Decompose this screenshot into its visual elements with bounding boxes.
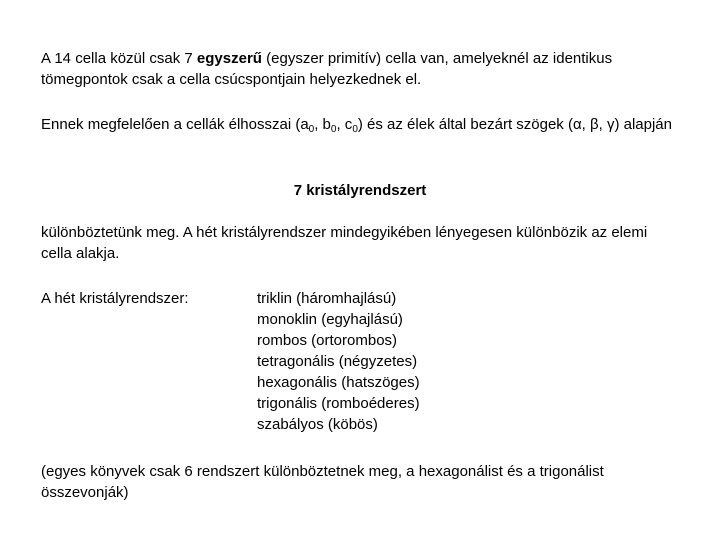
note-paragraph: (egyes könyvek csak 6 rendszert különböztetnek meg, a hexagonálist és a trigonálist összevonják)	[41, 463, 604, 501]
list-item: monoklin (egyhajlású)	[257, 311, 403, 328]
basis-sep-2: , c	[336, 116, 353, 133]
intro-paragraph	[41, 48, 681, 90]
basis-sep-1: , b	[314, 116, 331, 133]
list-item: trigonális (romboéderes)	[257, 395, 420, 412]
list-item: hexagonális (hatszöges)	[257, 374, 420, 391]
subscript-b: 0	[330, 124, 337, 135]
intro-bold-term: egyszerű	[196, 50, 262, 67]
list-item: tetragonális (négyzetes)	[257, 353, 418, 370]
intro-text-end: (egyszer primitív) cella van, amelyeknél az identikus tömegpontok csak a cella csúcspontjain helyezkednek el.	[41, 50, 613, 88]
list-item: rombos (ortorombos)	[257, 332, 398, 349]
basis-text-start: Ennek megfelelően a cellák élhosszai (a	[41, 116, 309, 133]
systems-label: A hét kristályrendszer:	[41, 290, 189, 307]
list-item: triklin (háromhajlású)	[257, 290, 397, 307]
crystal-systems-list	[257, 288, 420, 435]
distinguish-paragraph: különböztetünk meg. A hét kristályrendszer mindegyikében lényegesen különbözik az elemi cella alakja.	[41, 224, 648, 262]
subscript-a: 0	[308, 124, 315, 135]
subscript-c: 0	[352, 124, 358, 135]
section-heading: 7 kristályrendszert	[293, 182, 427, 199]
basis-paragraph	[41, 114, 681, 135]
list-item: szabályos (köbös)	[257, 416, 378, 433]
basis-text-end: ) és az élek által bezárt szögek (α, β, γ) alapján	[357, 116, 672, 133]
intro-text-start: A 14 cella közül csak 7	[41, 50, 197, 67]
